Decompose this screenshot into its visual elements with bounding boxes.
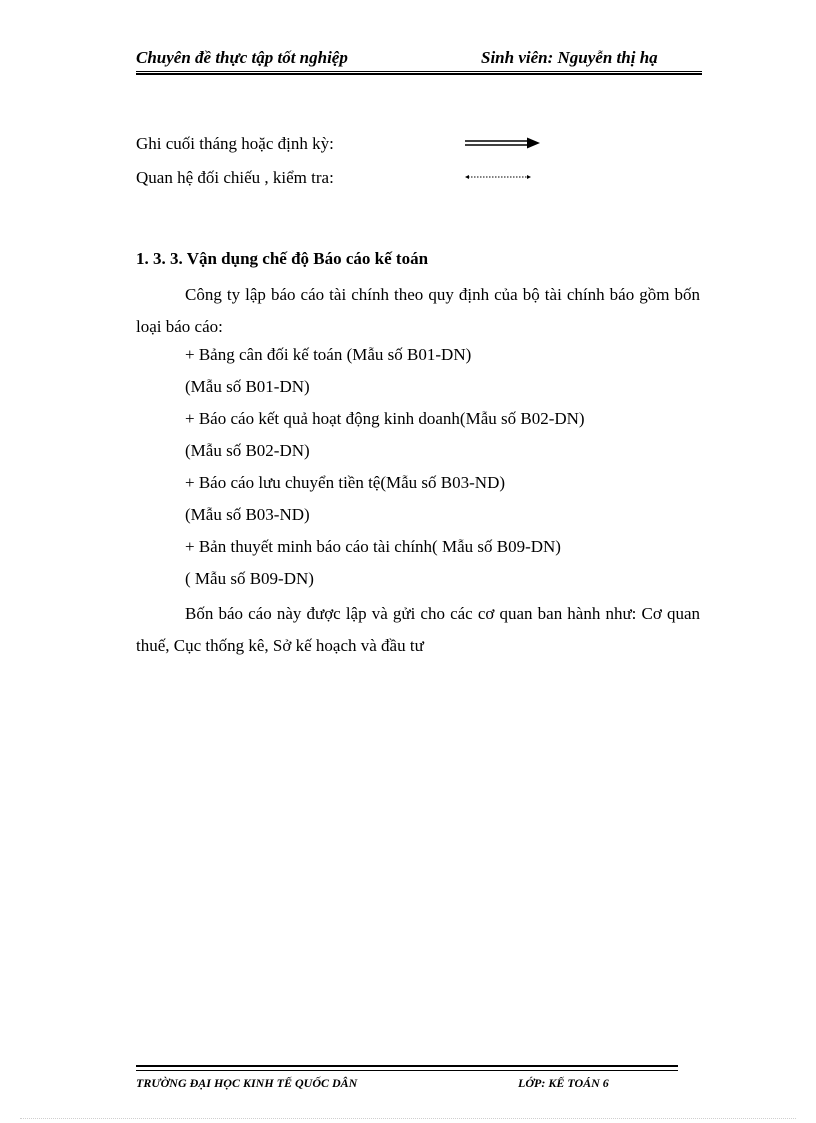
report-list-item: ( Mẫu số B09-DN) [185, 569, 314, 588]
intro-paragraph [136, 279, 700, 343]
report-list-item: + Báo cáo lưu chuyển tiền tệ(Mẫu số B03-ND) [185, 473, 506, 492]
report-list-item: (Mẫu số B01-DN) [185, 377, 310, 396]
header-document-title: Chuyên đề thực tập tốt nghiệp [136, 48, 348, 67]
report-list-item: + Bảng cân đối kế toán (Mẫu số B01-DN) [185, 345, 472, 364]
header-rule [136, 71, 702, 75]
solid-double-arrow-icon [464, 136, 542, 150]
intro-text: Công ty lập báo cáo tài chính theo quy định của bộ tài chính báo gồm bốn loại báo cáo: [136, 285, 700, 336]
section-title: 1. 3. 3. Vận dụng chế độ Báo cáo kế toán [136, 249, 429, 268]
legend-label-periodic: Ghi cuối tháng hoặc định kỳ: [136, 134, 334, 153]
footer-rule [136, 1065, 678, 1071]
report-list-item: + Báo cáo kết quả hoạt động kinh doanh(Mẫu số B02-DN) [185, 409, 585, 428]
report-list-item: + Bản thuyết minh báo cáo tài chính( Mẫu số B09-DN) [185, 537, 561, 556]
report-list-item: (Mẫu số B02-DN) [185, 441, 310, 460]
legend-label-crosscheck: Quan hệ đối chiếu , kiểm tra: [136, 168, 334, 187]
page-header [136, 48, 702, 72]
page-bottom-border [20, 1118, 796, 1119]
footer-class-name: LỚP: KẾ TOÁN 6 [518, 1076, 609, 1090]
dotted-double-headed-arrow-icon [464, 172, 534, 182]
closing-paragraph [136, 598, 700, 662]
footer-school-name: TRƯỜNG ĐẠI HỌC KINH TẾ QUỐC DÂN [136, 1076, 358, 1090]
report-list-item: (Mẫu số B03-ND) [185, 505, 310, 524]
header-student-name: Sinh viên: Nguyễn thị hạ [481, 48, 658, 67]
closing-text: Bốn báo cáo này được lập và gửi cho các cơ quan ban hành như: Cơ quan thuế, Cục thống kê, Sở kế hoạch và đầu tư [136, 604, 700, 655]
